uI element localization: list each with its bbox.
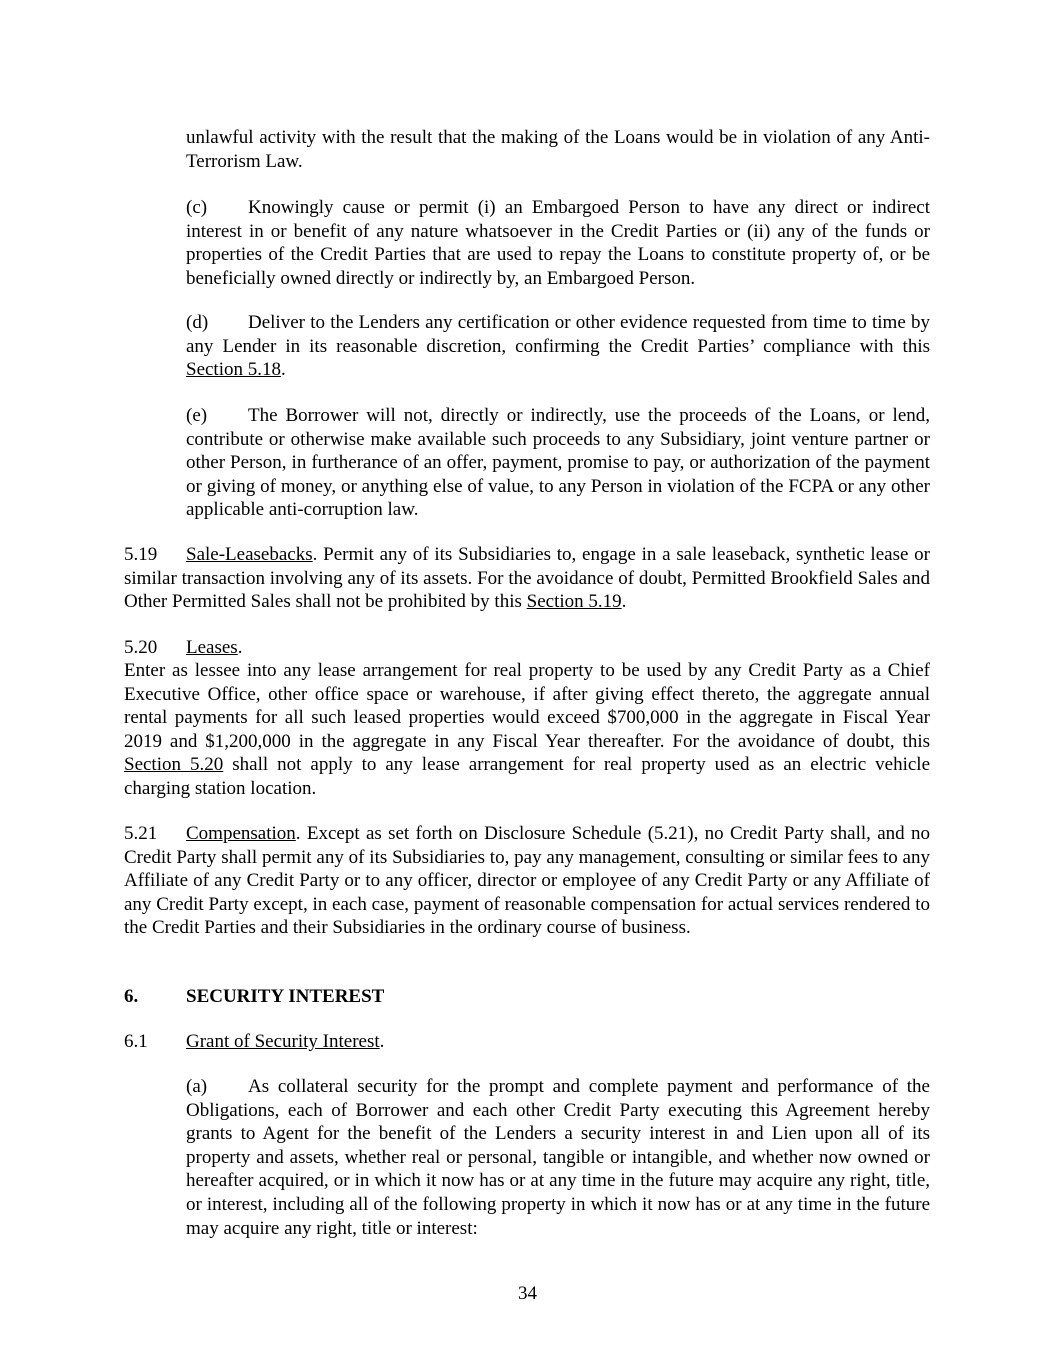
section-reference-link[interactable]: Section 5.18 <box>186 359 281 381</box>
paragraph-b-continuation <box>186 126 930 173</box>
paragraph-label: (c) <box>186 197 208 218</box>
section-number: 6.1 <box>124 1031 148 1052</box>
section-5-19 <box>124 543 930 614</box>
paragraph-label: (d) <box>186 312 209 333</box>
paragraph-label: (e) <box>186 405 208 426</box>
section-number: 5.19 <box>124 544 158 565</box>
section-5-21 <box>124 822 930 940</box>
section-title: Leases <box>186 637 238 658</box>
section-title-punctuation: . <box>379 1031 385 1052</box>
paragraph-text: . <box>281 359 286 381</box>
section-reference-link[interactable]: Section 5.19 <box>526 591 622 613</box>
section-number: 5.20 <box>124 637 158 658</box>
paragraph-d <box>186 311 930 382</box>
section-6-1-heading <box>124 1030 930 1054</box>
paragraph-text: As collateral security for the prompt and complete payment and performance of the Obligations, each of Borrower and each other Credit Party executing this Agreement hereby grants to Agent for the benefit of the Lenders a security interest in and Lien upon all of its property and assets, whether real or personal, tangible or intangible, and whether now owned or hereafter acquired, or in which it now has or at any time in the future may acquire any right, title, or interest, including all of the following property in which it now has or at any time in the future may acquire any right, title or interest: <box>186 1076 930 1239</box>
paragraph-text: Knowingly cause or permit (i) an Embargoed Person to have any direct or indirect interest in or benefit of any nature whatsoever in the Credit Parties or (ii) any of the funds or properties of the Credit Parties that are used to repay the Loans to constitute property of, or be beneficially owned directly or indirectly by, an Embargoed Person. <box>186 197 930 289</box>
page-number: 34 <box>518 1283 537 1304</box>
paragraph-6-1-a <box>186 1075 930 1240</box>
section-title: Compensation <box>186 823 296 844</box>
section-text: . Except as set forth on Disclosure Schedule (5.21), no Credit Party shall, and no Credit Party shall permit any of its Subsidiaries to, pay any management, consulting or similar fees to any Affiliate of any Credit Party or to any officer, director or employee of any Credit Party or any Affiliate of any Credit Party except, in each case, payment of reasonable compensation for actual services rendered to the Credit Parties and their Subsidiaries in the ordinary course of business. <box>124 823 930 939</box>
section-text: . Permit any of its Subsidiaries to, engage in a sale leaseback, synthetic lease or similar transaction involving any of its assets. For the avoidance of doubt, Permitted Brookfield Sales and Other Permitted Sales shall not be prohibited by this <box>124 544 930 613</box>
section-5-20-heading <box>124 636 930 660</box>
section-number: 5.21 <box>124 823 158 844</box>
section-text: Enter as lessee into any lease arrangement for real property to be used by any Credit Party as a Chief Executive Office, other office space or warehouse, if after giving effect thereto, the aggregate annual rental payments for all such leased properties would exceed $700,000 in the aggregate in Fiscal Year 2019 and $1,200,000 in the aggregate in any Fiscal Year thereafter. For the avoidance of doubt, this <box>124 660 930 752</box>
paragraph-text: unlawful activity with the result that the making of the Loans would be in violation of any Anti-Terrorism Law. <box>186 127 930 172</box>
section-text: shall not apply to any lease arrangement for real property used as an electric vehicle charging station location. <box>124 754 930 799</box>
paragraph-e <box>186 404 930 522</box>
article-6-heading <box>124 985 930 1009</box>
section-title-punctuation: . <box>237 637 243 658</box>
paragraph-c <box>186 196 930 290</box>
section-5-20-body <box>124 659 930 801</box>
paragraph-text: Deliver to the Lenders any certification or other evidence requested from time to time by any Lender in its reasonable discretion, confirming the Credit Parties’ compliance with this <box>186 312 930 357</box>
article-number: 6. <box>124 986 139 1007</box>
section-reference-link[interactable]: Section 5.20 <box>124 754 224 776</box>
section-title: Grant of Security Interest <box>186 1031 380 1052</box>
section-text: . <box>621 591 627 613</box>
paragraph-text: The Borrower will not, directly or indirectly, use the proceeds of the Loans, or lend, contribute or otherwise make available such proceeds to any Subsidiary, joint venture partner or other Person, in furtherance of an offer, payment, promise to pay, or authorization of the payment or giving of money, or anything else of value, to any Person in violation of the FCPA or any other applicable anti-corruption law. <box>186 405 930 521</box>
paragraph-label: (a) <box>186 1076 208 1097</box>
section-title: Sale-Leasebacks <box>186 544 313 565</box>
article-title: SECURITY INTEREST <box>186 986 385 1007</box>
